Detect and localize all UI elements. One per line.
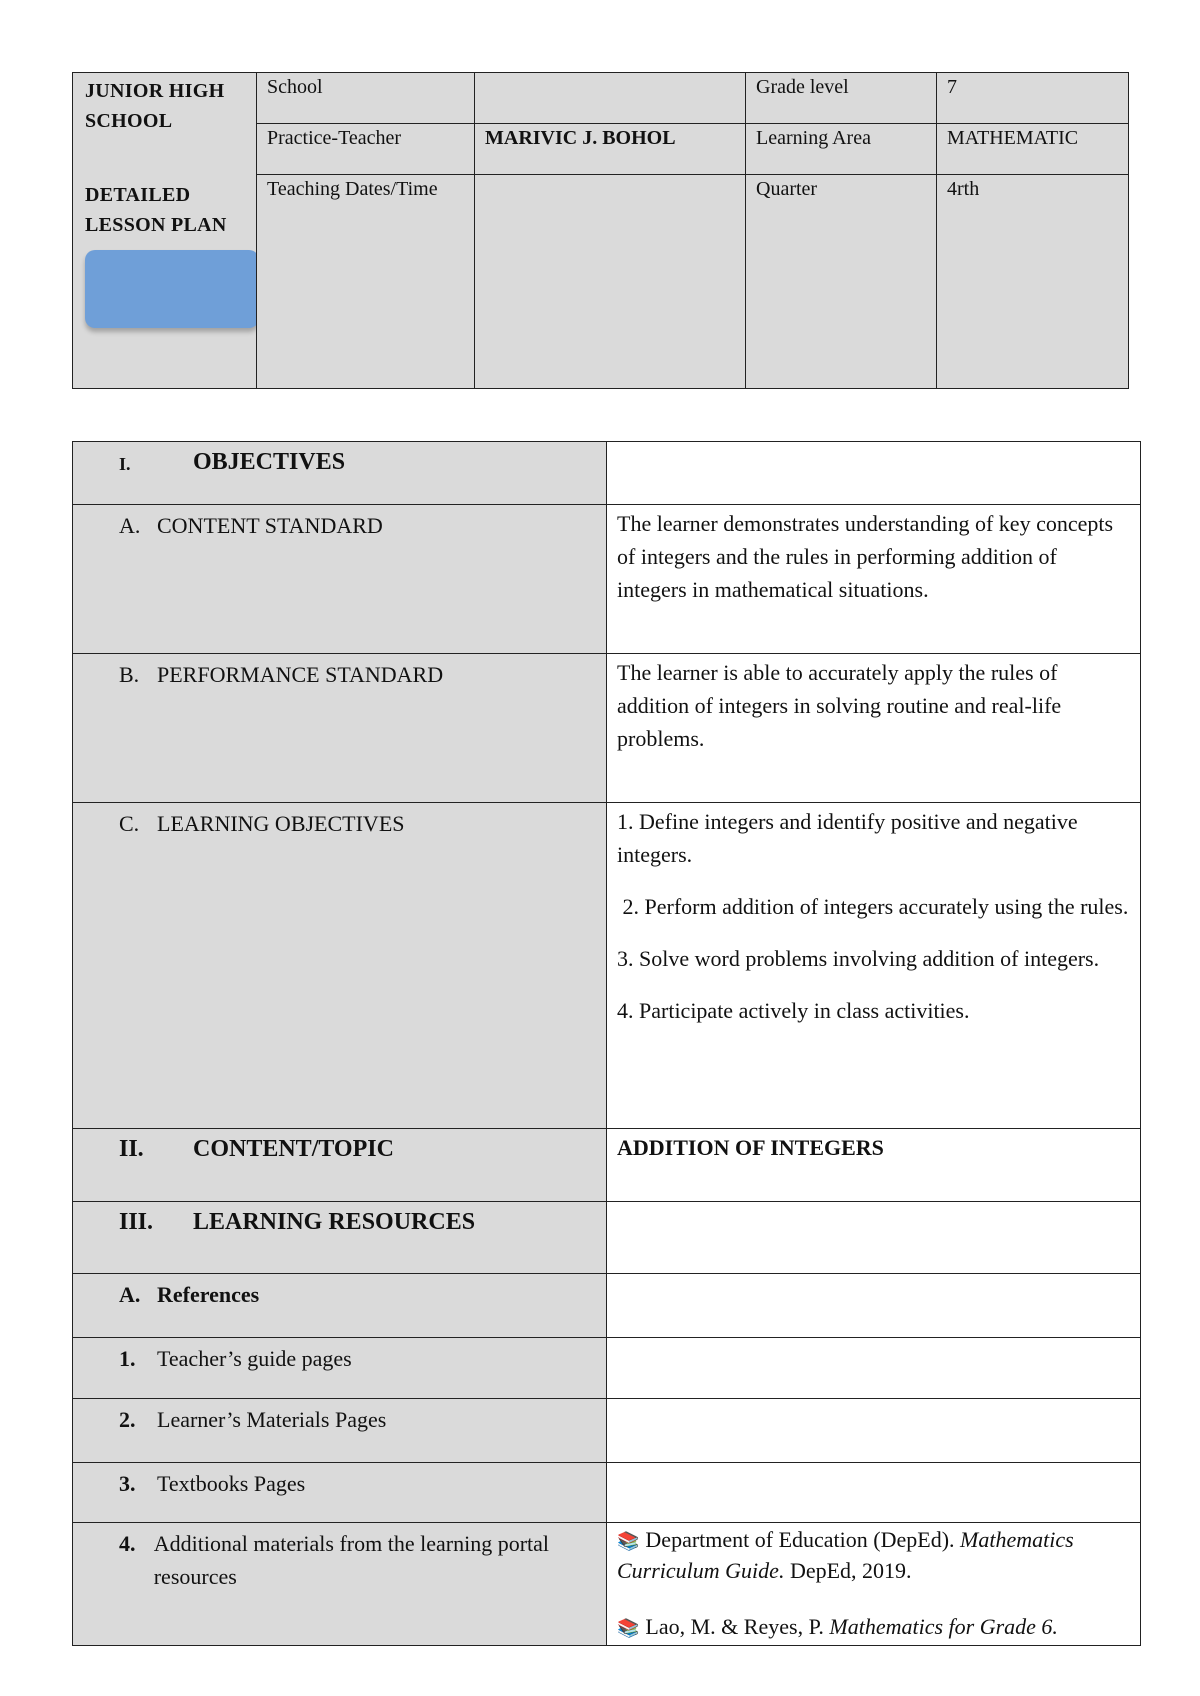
reference-title: Mathematics for Grade 6. <box>829 1614 1058 1639</box>
teacher-value: MARIVIC J. BOHOL <box>475 124 746 175</box>
school-type: JUNIOR HIGH SCHOOL <box>85 80 225 132</box>
content-standard-text: The learner demonstrates understanding of key concepts of integers and the rules in performing addition of integers in mathematical situations. <box>607 505 1141 654</box>
objectives-row <box>73 442 1141 505</box>
resource-row-additional-materials <box>73 1523 1141 1646</box>
school-label: School <box>257 73 475 124</box>
content-topic-heading-cell <box>73 1129 607 1202</box>
resource-label-cell <box>73 1463 607 1523</box>
content-standard-label: CONTENT STANDARD <box>157 513 383 538</box>
references-value-cell <box>607 1274 1141 1338</box>
content-standard-row <box>73 505 1141 654</box>
content-standard-label-cell <box>73 505 607 654</box>
resource-label-cell <box>73 1338 607 1399</box>
resource-label: Learner’s Materials Pages <box>157 1407 387 1432</box>
performance-standard-label-cell <box>73 654 607 803</box>
reference-pre: Department of Education (DepEd). <box>645 1527 961 1552</box>
resources-title: LEARNING RESOURCES <box>193 1209 476 1235</box>
reference-post: DepEd, 2019. <box>784 1558 912 1583</box>
resources-num: III. <box>119 1209 154 1235</box>
reference-title: Mathematics Curriculum Guide. <box>617 1527 1074 1583</box>
resource-marker: 1. <box>119 1346 136 1371</box>
resource-value <box>607 1399 1141 1463</box>
grade-value: 7 <box>937 73 1129 124</box>
objectives-title: OBJECTIVES <box>193 449 346 475</box>
objective-item: 2. Perform addition of integers accurately using the rules. <box>617 894 1129 919</box>
reference-pre: Lao, M. & Reyes, P. <box>645 1614 830 1639</box>
resource-label-cell <box>73 1523 607 1646</box>
quarter-label: Quarter <box>746 175 937 389</box>
resource-label: Textbooks Pages <box>157 1471 306 1496</box>
dates-label: Teaching Dates/Time <box>257 175 475 389</box>
resource-label: Teacher’s guide pages <box>157 1346 352 1371</box>
resource-label: Additional materials from the learning portal resources <box>153 1531 550 1589</box>
content-title: CONTENT/TOPIC <box>193 1136 394 1162</box>
quarter-value: 4rth <box>937 175 1129 389</box>
references-marker: A. <box>119 1282 141 1307</box>
area-label: Learning Area <box>746 124 937 175</box>
dates-value <box>475 175 746 389</box>
book-icon: 📚 <box>617 1618 640 1638</box>
learning-objectives-label-cell <box>73 803 607 1129</box>
area-value: MATHEMATIC <box>937 124 1129 175</box>
resource-marker: 3. <box>119 1471 136 1496</box>
performance-standard-marker: B. <box>119 662 140 687</box>
school-value <box>475 73 746 124</box>
performance-standard-text: The learner is able to accurately apply the rules of addition of integers in solving routine and real-life problems. <box>607 654 1141 803</box>
reference-entry <box>617 1612 1130 1643</box>
content-standard-marker: A. <box>119 513 141 538</box>
learning-resources-heading-cell <box>73 1202 607 1274</box>
objective-item: 3. Solve word problems involving addition of integers. <box>617 946 1100 971</box>
references-label: References <box>157 1282 260 1307</box>
plan-type: DETAILED LESSON PLAN <box>85 184 227 236</box>
learning-objectives-row <box>73 803 1141 1129</box>
reference-entry <box>617 1525 1130 1586</box>
resource-marker: 2. <box>119 1407 136 1432</box>
learning-objectives-marker: C. <box>119 811 140 836</box>
resource-label-cell <box>73 1399 607 1463</box>
book-icon: 📚 <box>617 1531 640 1551</box>
learning-objectives-label: LEARNING OBJECTIVES <box>157 811 405 836</box>
objectives-heading-cell <box>73 442 607 505</box>
learning-objectives-list <box>607 803 1141 1129</box>
resource-value <box>607 1338 1141 1399</box>
objectives-value-cell <box>607 442 1141 505</box>
references-row <box>73 1274 1141 1338</box>
additional-materials-cell <box>607 1523 1141 1646</box>
content-topic-value: ADDITION OF INTEGERS <box>607 1129 1141 1202</box>
teacher-label: Practice-Teacher <box>257 124 475 175</box>
lesson-plan-table <box>72 441 1141 1646</box>
resource-row-learners-materials <box>73 1399 1141 1463</box>
header-title-cell <box>73 73 257 389</box>
resource-marker: 4. <box>119 1531 136 1556</box>
performance-standard-row <box>73 654 1141 803</box>
objective-item: 4. Participate actively in class activities. <box>617 998 970 1023</box>
content-topic-row <box>73 1129 1141 1202</box>
header-table <box>72 72 1129 389</box>
logo-placeholder <box>85 250 259 328</box>
resource-row-textbooks <box>73 1463 1141 1523</box>
objectives-num: I. <box>119 454 131 474</box>
grade-label: Grade level <box>746 73 937 124</box>
resource-row-teachers-guide <box>73 1338 1141 1399</box>
references-heading-cell <box>73 1274 607 1338</box>
learning-resources-value-cell <box>607 1202 1141 1274</box>
objective-item: 1. Define integers and identify positive and negative integers. <box>617 809 1078 867</box>
resource-value <box>607 1463 1141 1523</box>
performance-standard-label: PERFORMANCE STANDARD <box>157 662 444 687</box>
content-num: II. <box>119 1136 144 1162</box>
learning-resources-row <box>73 1202 1141 1274</box>
